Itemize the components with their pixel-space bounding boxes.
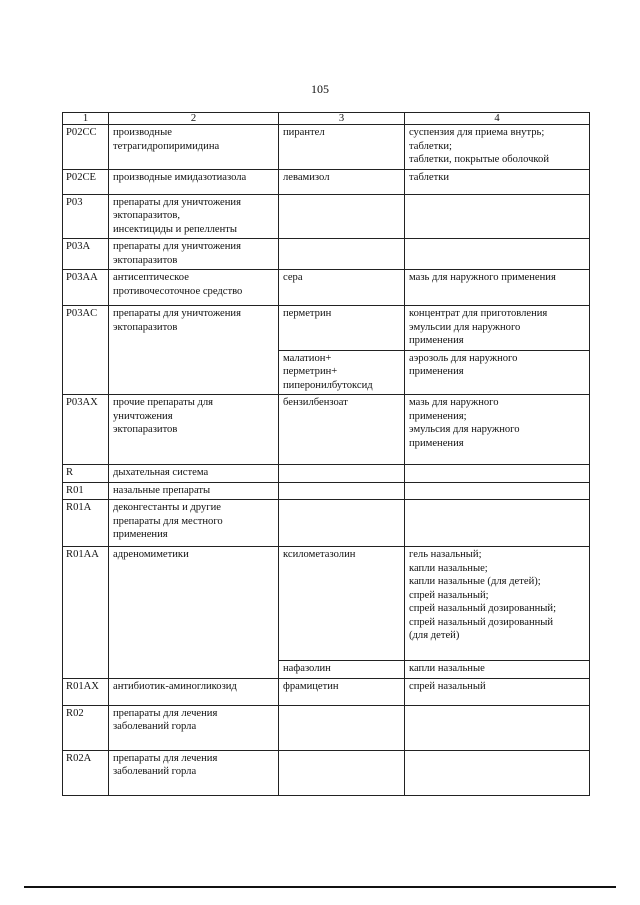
group-name: деконгестанты и другие препараты для местного применения bbox=[109, 500, 279, 547]
drug-name: бензилбензоат bbox=[279, 395, 405, 465]
drug-name bbox=[279, 500, 405, 547]
atc-code: R02A bbox=[63, 750, 109, 795]
table-row bbox=[63, 750, 590, 795]
drug-name bbox=[279, 465, 405, 483]
table-row bbox=[63, 395, 590, 465]
page-number: 105 bbox=[311, 82, 329, 96]
table-row bbox=[63, 547, 590, 661]
atc-code: P03AA bbox=[63, 270, 109, 306]
drug-name: левамизол bbox=[279, 169, 405, 194]
drug-name bbox=[279, 482, 405, 500]
drug-name bbox=[279, 239, 405, 270]
group-name: препараты для лечения заболеваний горла bbox=[109, 750, 279, 795]
atc-code: R02 bbox=[63, 705, 109, 750]
table-row bbox=[63, 169, 590, 194]
table-row bbox=[63, 465, 590, 483]
dosage-form bbox=[405, 500, 590, 547]
table-row bbox=[63, 194, 590, 239]
table-row bbox=[63, 306, 590, 351]
table-row bbox=[63, 500, 590, 547]
table-row bbox=[63, 239, 590, 270]
group-name: адреномиметики bbox=[109, 547, 279, 679]
group-name: препараты для уничтожения эктопаразитов bbox=[109, 306, 279, 395]
atc-code: P02CC bbox=[63, 125, 109, 170]
header-col-1: 1 bbox=[63, 113, 109, 125]
table-row bbox=[63, 482, 590, 500]
group-name: прочие препараты для уничтожения эктопаразитов bbox=[109, 395, 279, 465]
group-name: антибиотик-аминогликозид bbox=[109, 678, 279, 705]
dosage-form: аэрозоль для наружного применения bbox=[405, 350, 590, 395]
dosage-form: мазь для наружного применения; эмульсия для наружного применения bbox=[405, 395, 590, 465]
drug-name bbox=[279, 705, 405, 750]
dosage-form bbox=[405, 705, 590, 750]
header-col-3: 3 bbox=[279, 113, 405, 125]
table-row bbox=[63, 270, 590, 306]
drug-name: пирантел bbox=[279, 125, 405, 170]
atc-code: R01A bbox=[63, 500, 109, 547]
table-row bbox=[63, 705, 590, 750]
dosage-form: суспензия для приема внутрь; таблетки; таблетки, покрытые оболочкой bbox=[405, 125, 590, 170]
medication-table bbox=[62, 112, 590, 796]
group-name: антисептическое противочесоточное средство bbox=[109, 270, 279, 306]
dosage-form: таблетки bbox=[405, 169, 590, 194]
dosage-form: концентрат для приготовления эмульсии для наружного применения bbox=[405, 306, 590, 351]
group-name: препараты для уничтожения эктопаразитов bbox=[109, 239, 279, 270]
dosage-form bbox=[405, 239, 590, 270]
drug-name: фрамицетин bbox=[279, 678, 405, 705]
atc-code: R01AA bbox=[63, 547, 109, 679]
dosage-form: спрей назальный bbox=[405, 678, 590, 705]
atc-code: P03AX bbox=[63, 395, 109, 465]
atc-code: R01 bbox=[63, 482, 109, 500]
group-name: дыхательная система bbox=[109, 465, 279, 483]
drug-name: нафазолин bbox=[279, 661, 405, 679]
header-col-4: 4 bbox=[405, 113, 590, 125]
drug-name: ксилометазолин bbox=[279, 547, 405, 661]
atc-code: R bbox=[63, 465, 109, 483]
atc-code: P03AC bbox=[63, 306, 109, 395]
group-name: производные имидазотиазола bbox=[109, 169, 279, 194]
drug-name: сера bbox=[279, 270, 405, 306]
dosage-form: мазь для наружного применения bbox=[405, 270, 590, 306]
drug-name: малатион+ перметрин+ пиперонилбутоксид bbox=[279, 350, 405, 395]
dosage-form bbox=[405, 194, 590, 239]
dosage-form: капли назальные bbox=[405, 661, 590, 679]
atc-code: R01AX bbox=[63, 678, 109, 705]
group-name: препараты для лечения заболеваний горла bbox=[109, 705, 279, 750]
drug-name bbox=[279, 750, 405, 795]
drug-name bbox=[279, 194, 405, 239]
bottom-rule bbox=[24, 886, 616, 888]
group-name: препараты для уничтожения эктопаразитов, инсектициды и репелленты bbox=[109, 194, 279, 239]
group-name: назальные препараты bbox=[109, 482, 279, 500]
atc-code: P03 bbox=[63, 194, 109, 239]
header-col-2: 2 bbox=[109, 113, 279, 125]
dosage-form bbox=[405, 750, 590, 795]
table-header-row bbox=[63, 113, 590, 125]
group-name: производные тетрагидропиримидина bbox=[109, 125, 279, 170]
dosage-form: гель назальный; капли назальные; капли назальные (для детей); спрей назальный; спрей назальный дозированный; спрей назальный дозированный (для детей) bbox=[405, 547, 590, 661]
dosage-form bbox=[405, 482, 590, 500]
dosage-form bbox=[405, 465, 590, 483]
table-row bbox=[63, 678, 590, 705]
atc-code: P03A bbox=[63, 239, 109, 270]
atc-code: P02CE bbox=[63, 169, 109, 194]
drug-name: перметрин bbox=[279, 306, 405, 351]
table-row bbox=[63, 125, 590, 170]
